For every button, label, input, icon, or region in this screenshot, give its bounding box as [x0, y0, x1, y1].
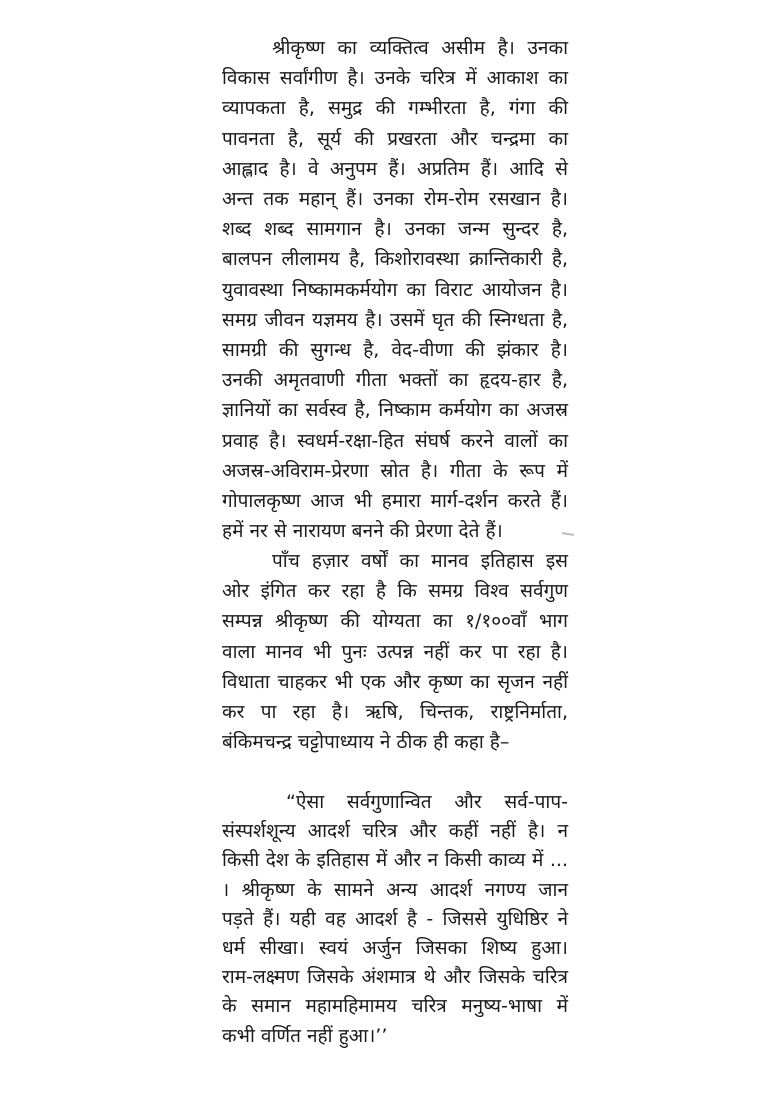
text-line: किसी देश के इतिहास में और न किसी काव्य में ... — [222, 849, 568, 872]
text-line: “ऐसा सर्वगुणान्वित और सर्व-पाप- — [286, 791, 568, 813]
text-line: आह्लाद है। वे अनुपम हैं। अप्रतिम हैं। आदि से — [222, 157, 568, 180]
text-line: हमें नर से नारायण बनने की प्रेरणा देते हैं। — [222, 520, 503, 543]
text-line: शब्द शब्द सामगान है। उनका जन्म सुन्दर है, — [222, 218, 568, 241]
text-line: उनकी अमृतवाणी गीता भक्तों का हृदय-हार है, — [222, 369, 568, 392]
text-line: सम्पन्न श्रीकृष्ण की योग्यता का १/१००वाँ भाग — [222, 610, 568, 633]
text-line: समग्र जीवन यज्ञमय है। उसमें घृत की स्निग्धता है, — [222, 308, 568, 331]
text-line: संस्पर्शशून्य आदर्श चरित्र और कहीं नहीं है। न — [222, 820, 568, 843]
text-line: बालपन लीलामय है, किशोरावस्था क्रान्तिकारी है, — [222, 248, 568, 271]
text-line: धर्म सीखा। स्वयं अर्जुन जिसका शिष्य हुआ। — [222, 937, 568, 959]
text-line: युवावस्था निष्कामकर्मयोग का विराट आयोजन है। — [222, 278, 568, 301]
text-line: ज्ञानियों का सर्वस्व है, निष्काम कर्मयोग का अजस्र — [222, 399, 568, 422]
text-line: वाला मानव भी पुनः उत्पन्न नहीं कर पा रहा है। — [222, 640, 568, 663]
text-line: श्रीकृष्ण का व्यक्तित्व असीम है। उनका — [272, 37, 568, 59]
text-line: कर पा रहा है। ऋषि, चिन्तक, राष्ट्रनिर्माता, — [222, 701, 568, 723]
text-line: के समान महामहिमामय चरित्र मनुष्य-भाषा में — [222, 995, 568, 1018]
text-line: विकास सर्वांगीण है। उनके चरित्र में आकाश का — [222, 67, 568, 90]
text-line: सामग्री की सुगन्ध है, वेद-वीणा की झंकार है। — [222, 339, 568, 361]
text-line: पाँच हज़ार वर्षों का मानव इतिहास इस — [272, 550, 568, 572]
text-line: प्रवाह है। स्वधर्म-रक्षा-हित संघर्ष करने वालों का — [222, 429, 568, 452]
text-line: अजस्र-अविराम-प्रेरणा स्रोत है। गीता के रूप में — [222, 459, 568, 482]
text-line: पड़ते हैं। यही वह आदर्श है - जिससे युधिष्ठिर ने — [222, 907, 568, 930]
text-line: ओर इंगित कर रहा है कि समग्र विश्व सर्वगुण — [222, 580, 568, 603]
text-line: । श्रीकृष्ण के सामने अन्य आदर्श नगण्य जान — [222, 878, 568, 901]
text-line: व्यापकता है, समुद्र की गम्भीरता है, गंगा की — [222, 97, 568, 120]
text-line: अन्त तक महान् हैं। उनका रोम-रोम रसखान है। — [222, 188, 568, 210]
text-line: गोपालकृष्ण आज भी हमारा मार्ग-दर्शन करते हैं। — [222, 490, 568, 512]
text-line: पावनता है, सूर्य की प्रखरता और चन्द्रमा का — [222, 127, 568, 150]
text-line: कभी वर्णित नहीं हुआ।’’ — [222, 1024, 388, 1047]
text-line: राम-लक्ष्मण जिसके अंशमात्र थे और जिसके चरित्र — [222, 966, 568, 989]
text-line: विधाता चाहकर भी एक और कृष्ण का सृजन नहीं — [222, 670, 568, 693]
text-line: बंकिमचन्द्र चट्टोपाध्याय ने ठीक ही कहा है– — [222, 731, 510, 754]
